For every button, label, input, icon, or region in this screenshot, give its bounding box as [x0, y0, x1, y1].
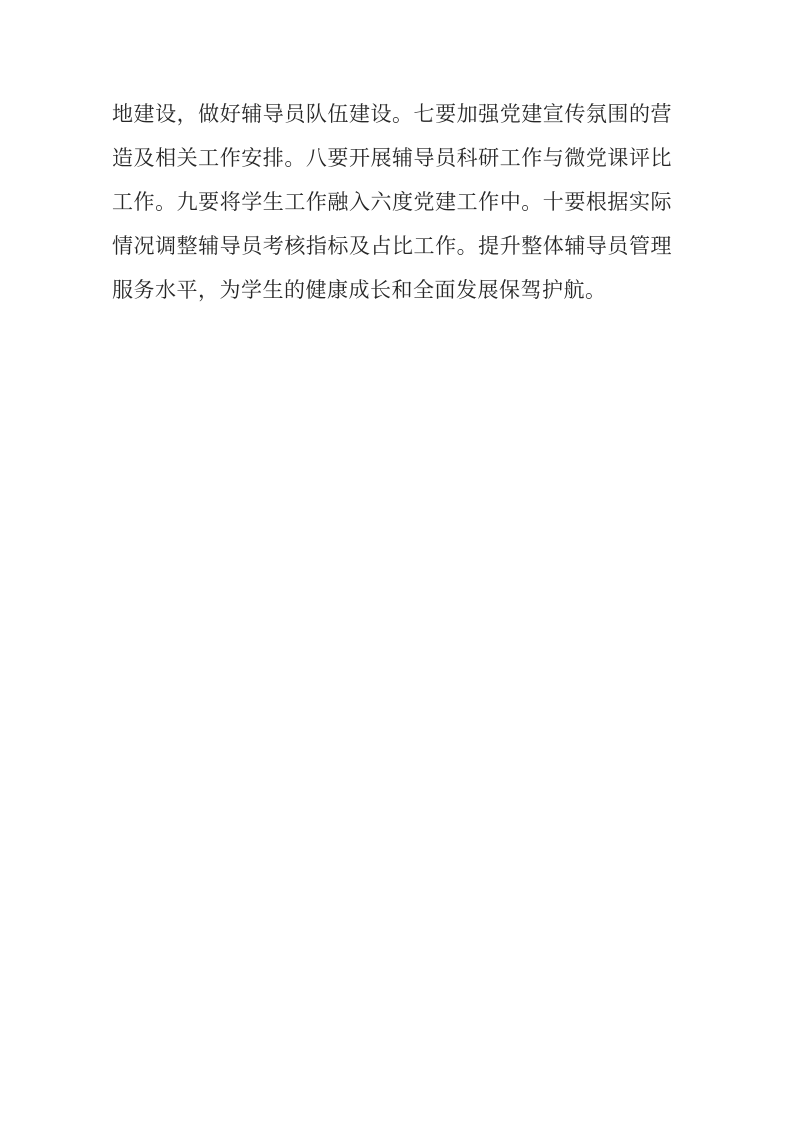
- paragraph-block: [112, 92, 674, 312]
- text-line: 工作。九要将学生工作融入六度党建工作中。十要根据实际: [112, 190, 672, 214]
- text-line: 情况调整辅导员考核指标及占比工作。提升整体辅导员管理: [112, 234, 672, 258]
- text-line: 造及相关工作安排。八要开展辅导员科研工作与微党课评比: [112, 146, 672, 170]
- text-line: 地建设，做好辅导员队伍建设。七要加强党建宣传氛围的营: [112, 102, 672, 126]
- text-line: 服务水平，为学生的健康成长和全面发展保驾护航。: [112, 278, 607, 302]
